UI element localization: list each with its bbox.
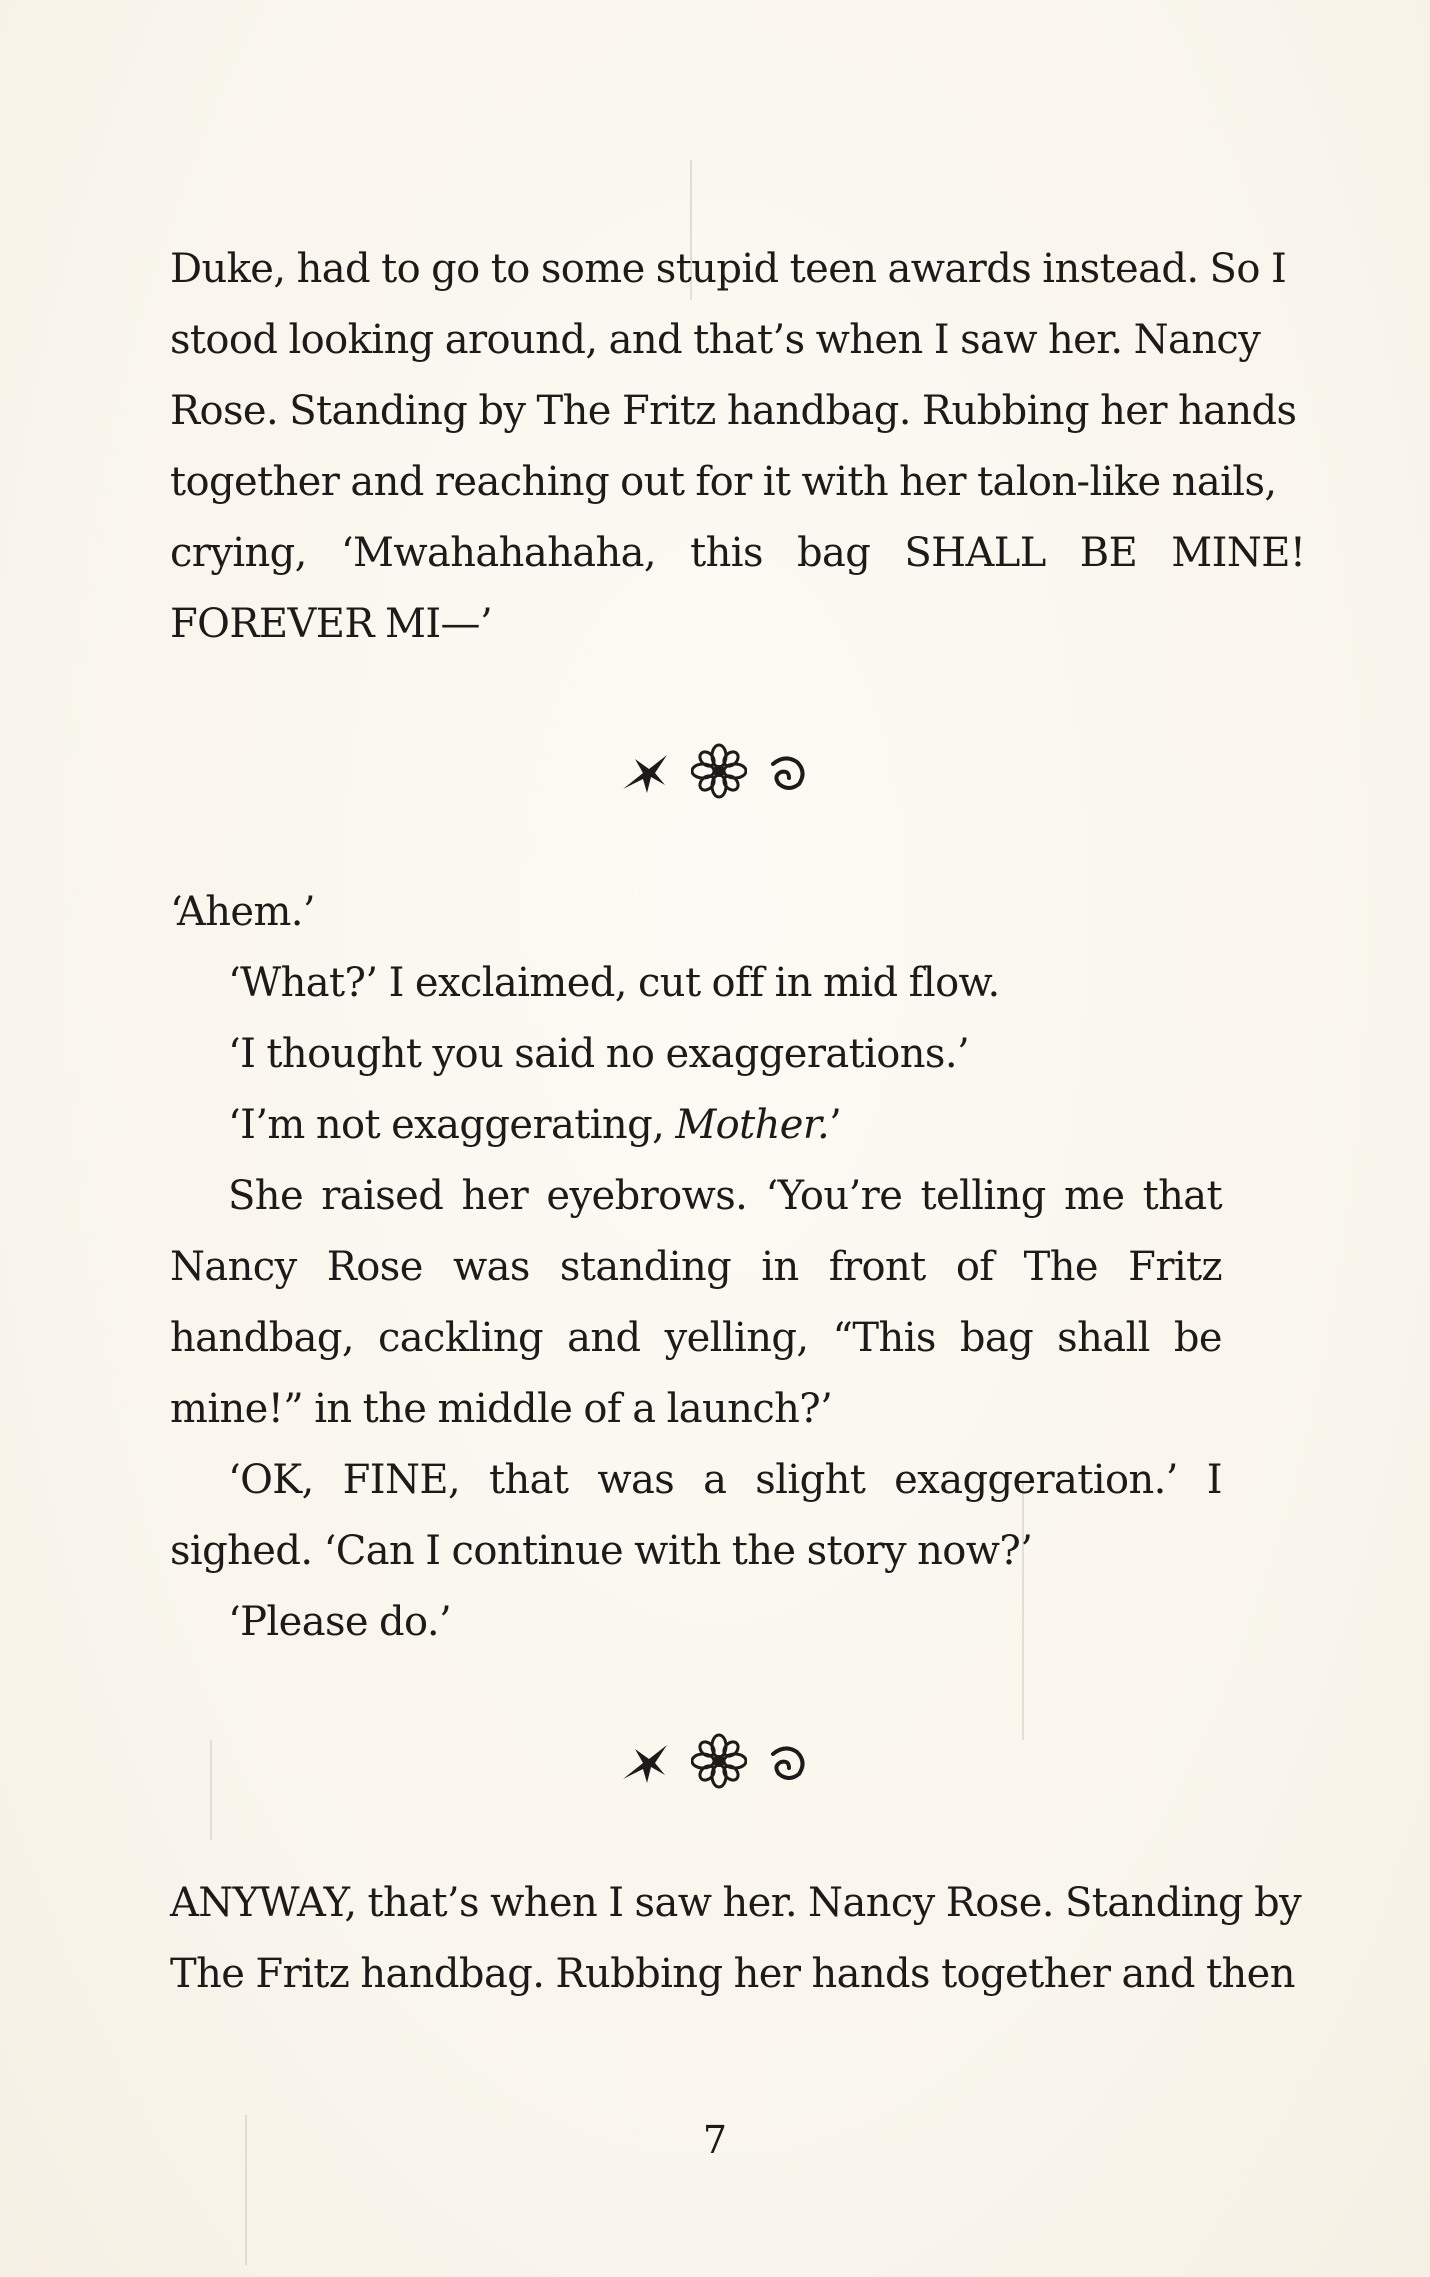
swirl-doodle-icon	[765, 750, 809, 794]
section-break-ornament	[0, 1732, 1430, 1792]
dialogue-not-exaggerating	[170, 1090, 1222, 1161]
text-line: Duke, had to go to some stupid teen awards instead. So I	[170, 246, 1287, 292]
dialogue-please-do: ‘Please do.’	[228, 1599, 452, 1645]
text-line: ANYWAY, that’s when I saw her. Nancy Rose. Standing by	[170, 1880, 1302, 1926]
text-line: FOREVER MI—’	[170, 601, 493, 647]
text-line: stood looking around, and that’s when I saw her. Nancy	[170, 317, 1261, 363]
star-doodle-icon	[621, 1739, 673, 1785]
opening-paragraph	[170, 234, 1306, 660]
swirl-doodle-icon	[765, 1740, 809, 1784]
text-line: together and reaching out for it with her talon-like nails,	[170, 459, 1277, 505]
dialogue-emphasis: Mother.	[675, 1102, 830, 1148]
text-line: crying, ‘Mwahahahaha, this bag SHALL BE MINE!	[170, 530, 1306, 576]
text-line: The Fritz handbag. Rubbing her hands together and then	[170, 1951, 1295, 1997]
section-break-ornament	[0, 742, 1430, 802]
dialogue-section	[170, 877, 1222, 1658]
flower-doodle-icon	[691, 1732, 747, 1792]
dialogue-no-exaggerations: ‘I thought you said no exaggerations.’	[228, 1031, 970, 1077]
dialogue-text: ‘I’m not exaggerating,	[228, 1102, 676, 1148]
flower-doodle-icon	[691, 742, 747, 802]
text-line: Rose. Standing by The Fritz handbag. Rubbing her hands	[170, 388, 1297, 434]
dialogue-ahem: ‘Ahem.’	[170, 889, 316, 935]
dialogue-raised-eyebrows: She raised her eyebrows. ‘You’re telling me that Nancy Rose was standing in front of The Fritz handbag, cackling and yelling, “This bag shall be mine!” in the middle of a launch?’	[170, 1173, 1222, 1432]
dialogue-what: ‘What?’ I exclaimed, cut off in mid flow.	[228, 960, 1000, 1006]
dialogue-ok-fine: ‘OK, FINE, that was a slight exaggeration.’ I sighed. ‘Can I continue with the story now?’	[170, 1457, 1222, 1574]
page-number: 7	[702, 2118, 728, 2162]
closing-paragraph	[170, 1868, 1302, 2010]
dialogue-text: ’	[829, 1102, 842, 1148]
star-doodle-icon	[621, 749, 673, 795]
